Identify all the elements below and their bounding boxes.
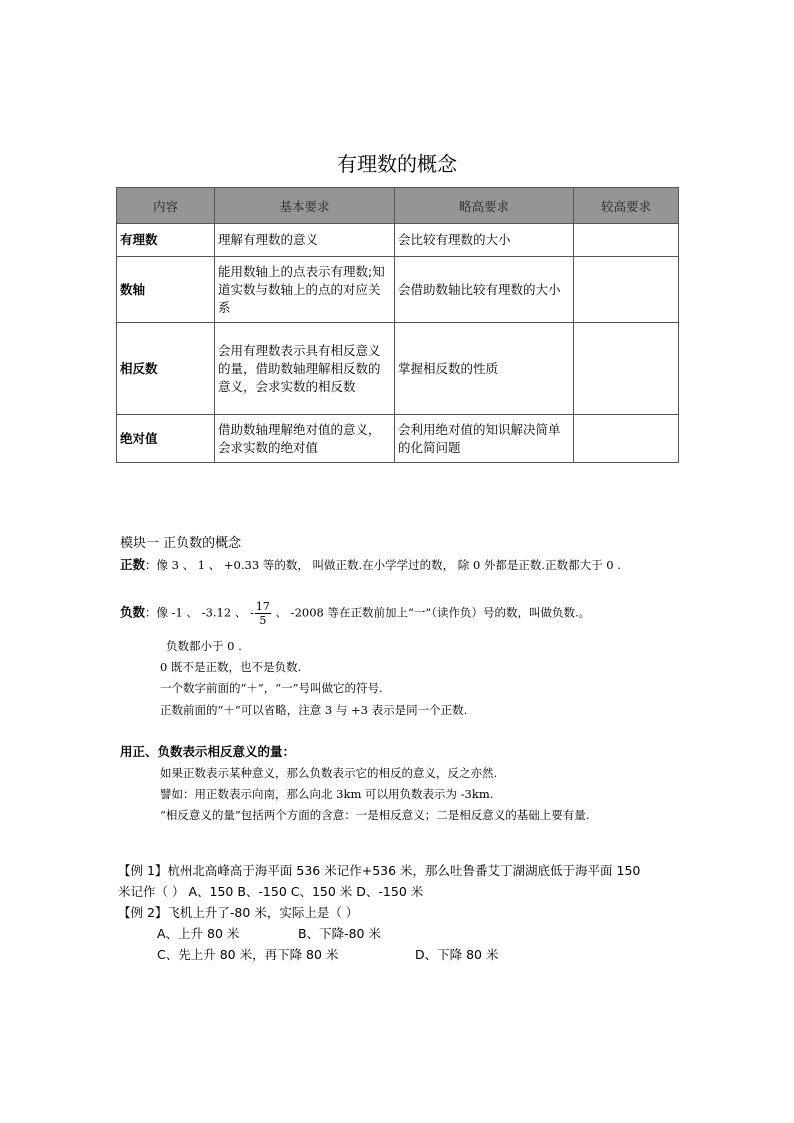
row-basic: 理解有理数的意义 — [215, 224, 395, 257]
note-line: 负数都小于 0 . — [166, 639, 242, 653]
row-highest — [574, 415, 679, 463]
example-2-option-c: C、先上升 80 米，再下降 80 米 — [157, 947, 339, 962]
example-2-question: 【例 2】飞机上升了-80 米，实际上是（ ） — [118, 905, 359, 920]
example-1-line-1: 【例 1】杭州北高峰高于海平面 536 米记作+536 米，那么吐鲁番艾丁湖湖底低于海平面 150 — [118, 863, 641, 878]
example-2-option-d: D、下降 80 米 — [415, 947, 499, 962]
negative-text-b: 、 -2008 等在正数前加上“一”（读作负）号的数，叫做负数.。 — [271, 605, 591, 620]
table-header-row — [117, 188, 679, 224]
positive-text: ：像 3 、 1 、 +0.33 等的数， 叫做正数.在小学学过的数， 除 0 外都是正数.正数都大于 0 . — [145, 558, 621, 572]
example-1-line-2: 米记作（ ） A、150 B、-150 C、150 米 D、-150 米 — [118, 884, 424, 899]
header-highest: 较高要求 — [574, 188, 679, 224]
header-higher: 略高要求 — [395, 188, 574, 224]
module-heading: 模块一 正负数的概念 — [120, 536, 242, 551]
row-topic: 数轴 — [117, 257, 215, 323]
example-2-option-a: A、上升 80 米 — [157, 926, 240, 941]
fraction-numerator: 17 — [255, 600, 270, 613]
opposite-heading: 用正、负数表示相反意义的量： — [120, 744, 296, 759]
row-basic: 借助数轴理解绝对值的意义，会求实数的绝对值 — [215, 415, 395, 463]
fraction-denominator: 5 — [259, 614, 267, 627]
negative-text-a: ：像 -1 、 -3.12 、 - — [145, 605, 254, 620]
requirements-table — [116, 187, 679, 463]
positive-label: 正数 — [120, 557, 146, 572]
negative-definition — [120, 600, 590, 627]
row-higher: 会利用绝对值的知识解决简单的化简问题 — [395, 415, 574, 463]
row-highest — [574, 323, 679, 415]
note-line: 正数前面的“＋”可以省略，注意 3 与 +3 表示是同一个正数. — [160, 703, 468, 717]
row-higher: 会借助数轴比较有理数的大小 — [395, 257, 574, 323]
opposite-line: 如果正数表示某种意义，那么负数表示它的相反的意义，反之亦然. — [160, 766, 498, 780]
row-higher: 会比较有理数的大小 — [395, 224, 574, 257]
opposite-line: 譬如：用正数表示向南，那么向北 3km 可以用负数表示为 -3km. — [160, 787, 494, 801]
negative-label: 负数 — [120, 604, 146, 620]
header-basic: 基本要求 — [215, 188, 395, 224]
row-basic: 会用有理数表示具有相反意义的量，借助数轴理解相反数的意义，会求实数的相反数 — [215, 323, 395, 415]
note-line: 一个数字前面的“＋”，“一”号叫做它的符号. — [160, 681, 383, 695]
row-highest — [574, 224, 679, 257]
page-title: 有理数的概念 — [337, 152, 457, 176]
table-row — [117, 323, 679, 415]
table-row — [117, 224, 679, 257]
header-content: 内容 — [117, 188, 215, 224]
fraction — [255, 600, 271, 627]
positive-definition — [120, 556, 621, 574]
row-topic: 相反数 — [117, 323, 215, 415]
example-2-option-b: B、下降-80 米 — [298, 926, 381, 941]
row-highest — [574, 257, 679, 323]
note-line: 0 既不是正数，也不是负数. — [160, 660, 302, 674]
table-row — [117, 257, 679, 323]
opposite-line: “相反意义的量”包括两个方面的含意：一是相反意义；二是相反意义的基础上要有量. — [160, 808, 590, 822]
row-topic: 有理数 — [117, 224, 215, 257]
row-basic: 能用数轴上的点表示有理数;知道实数与数轴上的点的对应关系 — [215, 257, 395, 323]
table-row — [117, 415, 679, 463]
row-higher: 掌握相反数的性质 — [395, 323, 574, 415]
row-topic: 绝对值 — [117, 415, 215, 463]
